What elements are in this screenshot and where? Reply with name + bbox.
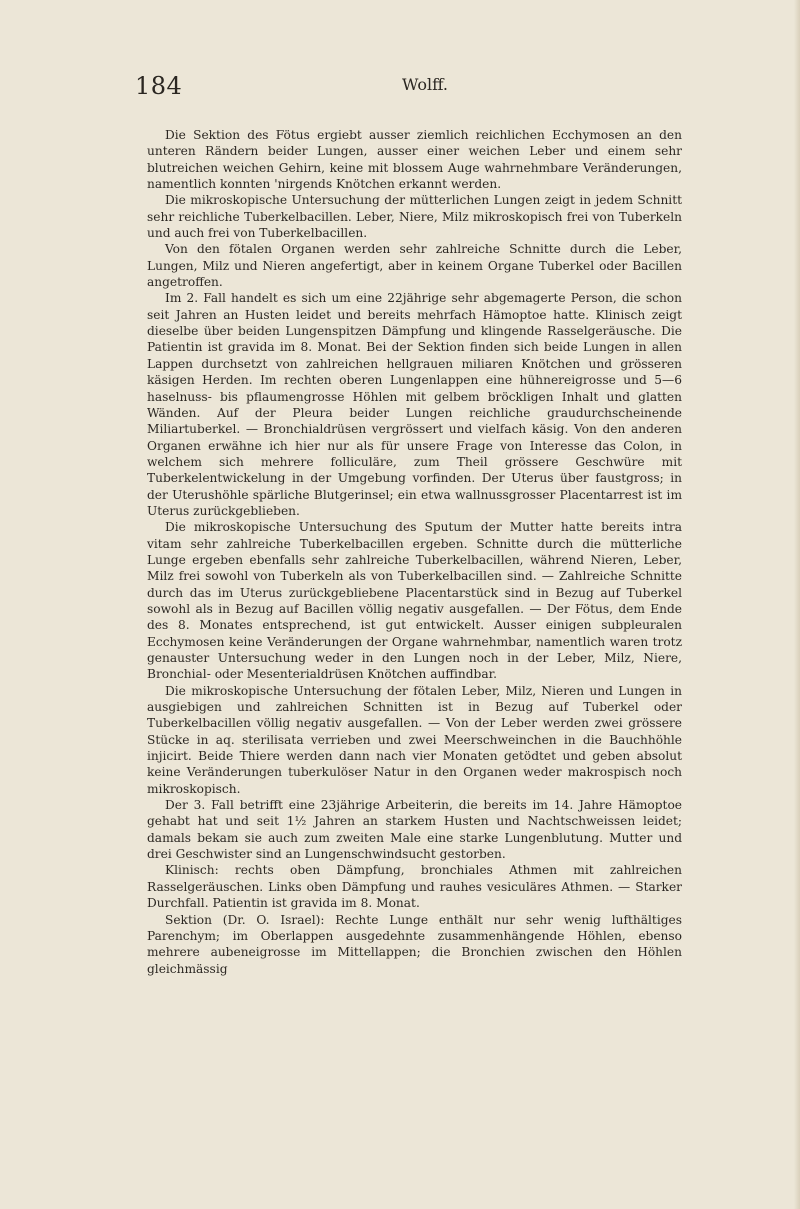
paragraph-fetus-section: Die Sektion des Fötus ergiebt ausser ziemlich reichlichen Ecchymosen an den unteren Rändern beider Lungen, ausser einer weichen Leber und einem sehr blutreichen weichen Gehirn, keine mit blossem Auge wahrnehmbare Veränderungen, namentlich konnten 'nirgends Knötchen erkannt werden. bbox=[147, 128, 682, 192]
paragraph-fetal-organs: Von den fötalen Organen werden sehr zahlreiche Schnitte durch die Leber, Lungen, Milz und Nieren angefertigt, aber in keinem Organe Tuberkel oder Bacillen angetroffen. bbox=[147, 242, 682, 290]
paragraph-case-3-section: Sektion (Dr. O. Israel): Rechte Lunge enthält nur sehr wenig lufthältiges Parenchym; im Oberlappen ausgedehnte zusammenhängende Höhlen, ebenso mehrere aubeneigrosse im Mittellappen; die Bronchien zwischen den Höhlen gleichmässig bbox=[147, 912, 682, 976]
paragraph-maternal-lungs: Die mikroskopische Untersuchung der mütterlichen Lungen zeigt in jedem Schnitt sehr reichliche Tuberkelbacillen. Leber, Niere, Milz mikroskopisch frei von Tuberkeln und auch frei von Tuberkelbacillen. bbox=[147, 193, 682, 241]
paragraph-case-2: Im 2. Fall handelt es sich um eine 22jährige sehr abgemagerte Person, die schon seit Jahren an Husten leidet und bereits mehrfach Hämoptoe hatte. Klinisch zeigt dieselbe über beiden Lungenspitzen Dämpfung und klingende Rasselgeräusche. Die Patientin ist gravida im 8. Monat. Bei der Sektion finden sich beide Lungen in allen Lappen durchsetzt von zahlreichen hellgrauen miliaren Knötchen und grösseren käsigen Herden. Im rechten oberen Lungenlappen eine hühnereigrosse und 5—6 haselnuss- bis pflaumengrosse Höhlen mit gelbem bröckligen Inhalt und glatten Wänden. Auf der Pleura beider Lungen reichliche graudurchscheinende Miliartuberkel. — Bronchialdrüsen vergrössert und vielfach käsig. Von den anderen Organen erwähne ich hier nur als für unsere Frage von Interesse das Colon, in welchem sich mehrere folliculäre, zum Theil grössere Geschwüre mit Tuberkelentwickelung in der Umgebung vorfinden. Der Uterus über faustgross; in der Uterushöhle spärliche Blutgerinsel; ein etwa wallnussgrosser Placentarrest ist im Uterus zurückgeblieben. bbox=[147, 291, 682, 518]
running-head: Wolff. bbox=[402, 75, 448, 94]
paragraph-case-2-microscopy: Die mikroskopische Untersuchung des Sputum der Mutter hatte bereits intra vitam sehr zahlreiche Tuberkelbacillen ergeben. Schnitte durch die mütterliche Lunge ergeben ebenfalls sehr zahlreiche Tuberkelbacillen, während Nieren, Leber, Milz frei sowohl von Tuberkeln als von Tuberkelbacillen sind. — Zahlreiche Schnitte durch das im Uterus zurückgebliebene Placentarstück sind in Bezug auf Tuberkel sowohl als in Bezug auf Bacillen völlig negativ ausgefallen. — Der Fötus, dem Ende des 8. Monates entsprechend, ist gut entwickelt. Ausser einigen subpleuralen Ecchymosen keine Veränderungen der Organe wahrnehmbar, namentlich waren trotz genauster Untersuchung weder in den Lungen noch in der Leber, Milz, Niere, Bronchial- oder Mesenterialdrüsen Knötchen auffindbar. bbox=[147, 520, 682, 682]
body-text bbox=[147, 127, 682, 977]
page-edge bbox=[794, 0, 800, 1209]
paragraph-case-3-clinical: Klinisch: rechts oben Dämpfung, bronchiales Athmen mit zahlreichen Rasselgeräuschen. Links oben Dämpfung und rauhes vesiculäres Athmen. — Starker Durchfall. Patientin ist gravida im 8. Monat. bbox=[147, 863, 682, 911]
paragraph-case-2-fetal-microscopy: Die mikroskopische Untersuchung der fötalen Leber, Milz, Nieren und Lungen in ausgiebigen und zahlreichen Schnitten ist in Bezug auf Tuberkel oder Tuberkelbacillen völlig negativ ausgefallen. — Von der Leber werden zwei grössere Stücke in aq. sterilisata verrieben und zwei Meerschweinchen in die Bauchhöhle injicirt. Beide Thiere werden dann nach vier Monaten getödtet und geben absolut keine Veränderungen tuberkulöser Natur in den Organen weder makrospisch noch mikroskopisch. bbox=[147, 683, 682, 796]
paragraph-case-3: Der 3. Fall betrifft eine 23jährige Arbeiterin, die bereits im 14. Jahre Hämoptoe gehabt hat und seit 1½ Jahren an starkem Husten und Nachtschweissen leidet; damals bekam sie auch zum zweiten Male eine starke Lungenblutung. Mutter und drei Geschwister sind an Lungenschwindsucht gestorben. bbox=[147, 798, 682, 862]
page-header bbox=[0, 72, 800, 112]
page-number: 184 bbox=[135, 72, 183, 100]
